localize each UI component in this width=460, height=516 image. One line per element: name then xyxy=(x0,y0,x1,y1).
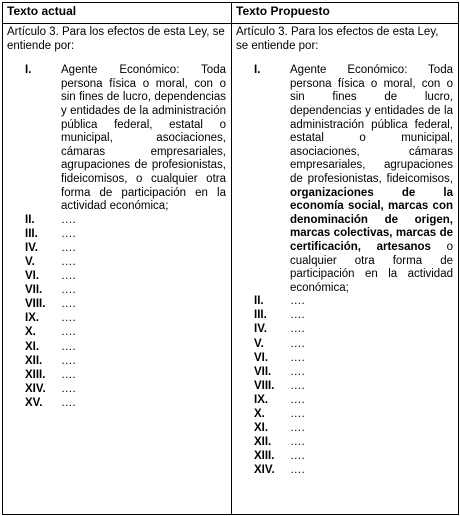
item-ellipsis: …. xyxy=(290,393,305,406)
list-item xyxy=(236,450,453,464)
item-ellipsis: …. xyxy=(61,340,76,353)
item-number: X. xyxy=(254,408,265,421)
item-number: VII. xyxy=(254,365,272,378)
item-text-before: Agente Económico: Toda persona física o moral, con o sin fines de lucro, dependencias y entidades de la administración pública federal, estatal o municipal, asociaciones, cámaras empresariales, agrupaciones de profesionistas, fideicomisos, xyxy=(290,64,453,185)
item-ellipsis: …. xyxy=(290,464,305,477)
item-ellipsis: …. xyxy=(61,256,76,268)
item-ellipsis: …. xyxy=(290,309,305,322)
list-item xyxy=(236,295,453,309)
body-row xyxy=(3,24,459,515)
item-number: VIII. xyxy=(25,298,46,311)
item-text-after: o cualquier otra forma de participación en la actividad económica; xyxy=(290,240,453,294)
item-ellipsis: …. xyxy=(290,351,305,364)
item-list-actual xyxy=(7,214,226,411)
header-texto-propuesto: Texto Propuesto xyxy=(232,3,459,24)
column-texto-propuesto xyxy=(232,24,459,515)
item-ellipsis: …. xyxy=(61,326,76,339)
item-number: VI. xyxy=(25,270,40,283)
item-ellipsis: …. xyxy=(290,323,305,336)
item-number: IX. xyxy=(254,393,269,406)
item-number: II. xyxy=(254,295,264,308)
item-number: I. xyxy=(254,64,261,77)
item-number: XIV. xyxy=(254,464,275,477)
item-number: II. xyxy=(25,213,35,226)
item-ellipsis: …. xyxy=(61,382,76,395)
list-item xyxy=(236,366,453,380)
item-number: XV. xyxy=(25,396,43,409)
item-i-propuesto xyxy=(236,64,453,295)
item-number: IX. xyxy=(25,312,40,325)
item-ellipsis: …. xyxy=(61,284,76,297)
item-ellipsis: …. xyxy=(61,354,76,367)
list-item xyxy=(7,383,226,397)
item-number: XIV. xyxy=(25,382,46,395)
list-item xyxy=(7,242,226,256)
article-text-actual: Artículo 3. Para los efectos de esta Ley, se entiende por: xyxy=(7,26,225,52)
list-item xyxy=(7,369,226,383)
item-number: XIII. xyxy=(25,368,46,381)
item-ellipsis: …. xyxy=(61,396,76,409)
list-item xyxy=(236,394,453,408)
item-i-actual xyxy=(7,64,226,214)
item-ellipsis: …. xyxy=(61,227,76,240)
item-ellipsis: …. xyxy=(61,213,76,226)
header-texto-actual: Texto actual xyxy=(3,3,232,24)
item-number: VIII. xyxy=(254,379,275,392)
item-number: IV. xyxy=(25,241,39,254)
article-text-propuesto: Artículo 3. Para los efectos de esta Ley, se entiende por: xyxy=(236,26,439,52)
item-ellipsis: …. xyxy=(61,298,76,311)
list-item xyxy=(7,214,226,228)
item-number: III. xyxy=(25,227,38,240)
item-number: V. xyxy=(25,256,35,268)
header-row xyxy=(3,3,459,24)
list-item xyxy=(7,312,226,326)
item-text: Agente Económico: Toda persona física o moral, con o sin fines de lucro, dependencias y entidades de la administración pública federal, estatal o municipal, asociaciones, cámaras empresariales, agrupaciones de profesionistas, fideicomisos, o cualquier otra forma de participación en la actividad económica; xyxy=(61,64,226,213)
list-item xyxy=(7,284,226,298)
list-item xyxy=(7,256,226,270)
list-item xyxy=(236,380,453,394)
item-ellipsis: …. xyxy=(290,295,305,308)
item-ellipsis: …. xyxy=(290,337,305,350)
list-item xyxy=(7,228,226,242)
item-ellipsis: …. xyxy=(61,312,76,325)
item-ellipsis: …. xyxy=(290,408,305,421)
item-number: XI. xyxy=(25,340,40,353)
item-ellipsis: …. xyxy=(290,365,305,378)
item-ellipsis: …. xyxy=(61,270,76,283)
list-item xyxy=(236,408,453,422)
item-list-propuesto xyxy=(236,295,453,478)
item-number: III. xyxy=(254,309,267,322)
item-number: IV. xyxy=(254,323,268,336)
column-texto-actual xyxy=(3,24,232,515)
item-number: XIII. xyxy=(254,450,275,463)
item-number: V. xyxy=(254,337,264,350)
list-item xyxy=(236,464,453,478)
list-item xyxy=(7,298,226,312)
item-ellipsis: …. xyxy=(61,368,76,381)
item-ellipsis: …. xyxy=(290,422,305,435)
item-number: VII. xyxy=(25,284,43,297)
list-item xyxy=(7,326,226,340)
item-number: I. xyxy=(25,64,32,77)
comparison-table xyxy=(2,2,459,515)
item-ellipsis: …. xyxy=(61,241,76,254)
list-item xyxy=(236,309,453,323)
list-item xyxy=(236,422,453,436)
item-number: XII. xyxy=(254,436,272,449)
item-ellipsis: …. xyxy=(290,379,305,392)
item-number: XI. xyxy=(254,422,269,435)
list-item xyxy=(236,338,453,352)
list-item xyxy=(236,352,453,366)
item-number: VI. xyxy=(254,351,269,364)
item-number: XII. xyxy=(25,354,43,367)
item-text-added-bold: organizaciones de la economía social, marcas con denominación de origen, marcas colectivas, marcas de certificación, artesanos xyxy=(290,186,453,253)
list-item xyxy=(7,397,226,411)
item-ellipsis: …. xyxy=(290,450,305,463)
list-item xyxy=(236,436,453,450)
list-item xyxy=(7,355,226,369)
list-item xyxy=(7,270,226,284)
list-item xyxy=(7,341,226,355)
item-text xyxy=(290,64,453,295)
item-ellipsis: …. xyxy=(290,436,305,449)
item-number: X. xyxy=(25,326,36,339)
list-item xyxy=(236,323,453,337)
